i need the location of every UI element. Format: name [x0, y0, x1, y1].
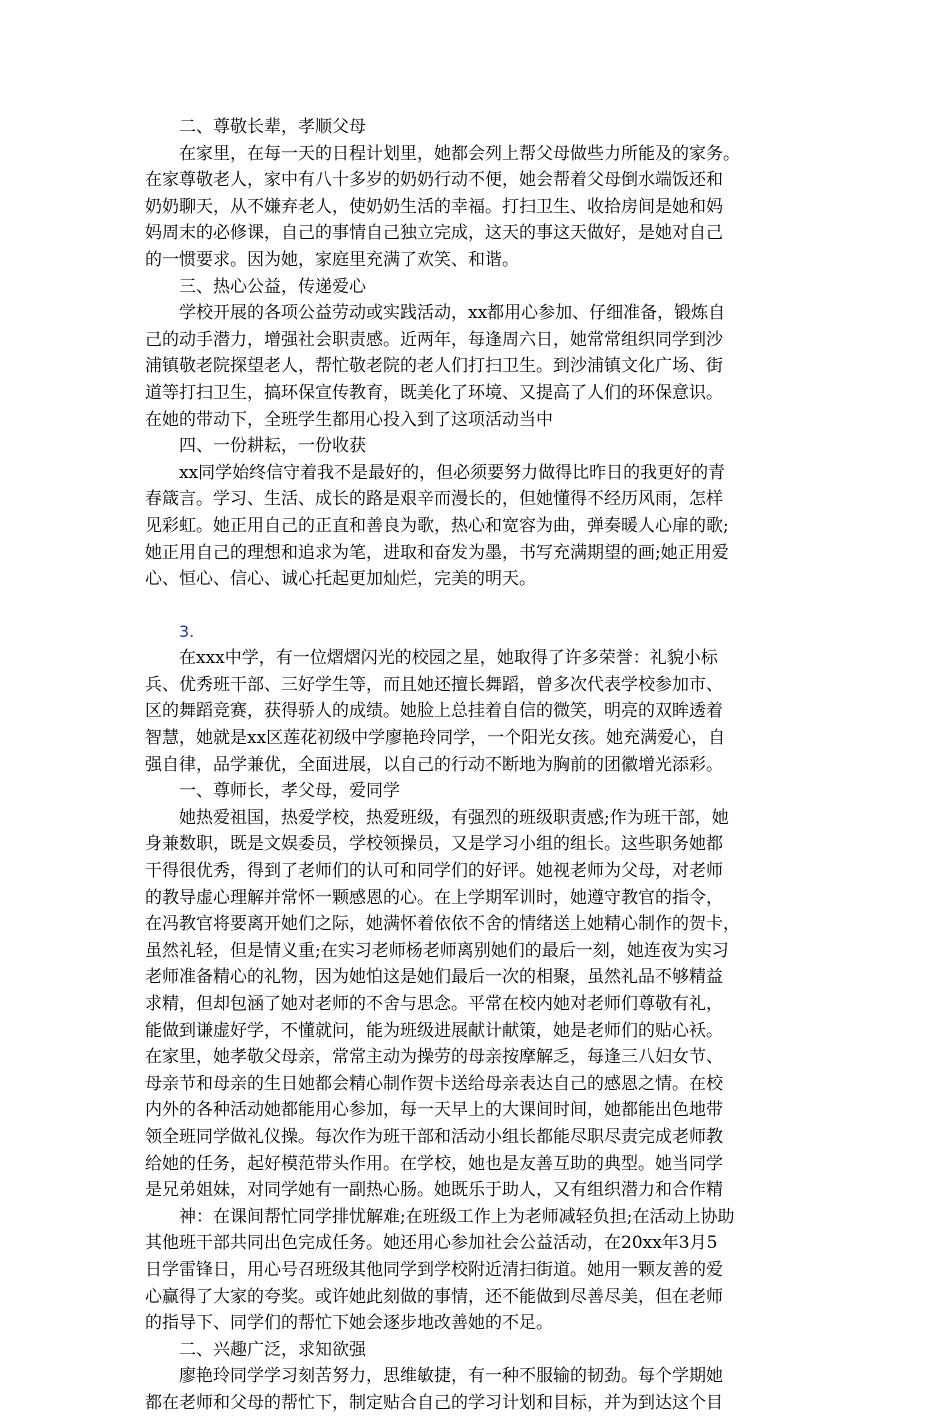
text-line: 见彩虹。她正用自己的正直和善良为歌，热心和宽容为曲，弹奏暖人心扉的歌;	[145, 515, 729, 536]
paragraph	[145, 300, 810, 433]
text-line: 学校开展的各项公益劳动或实践活动，xx都用心参加、仔细准备，锻炼自	[179, 303, 726, 324]
text-line: 是兄弟姐妹，对同学她有一副热心肠。她既乐于助人，又有组织潜力和合作精	[145, 1180, 723, 1201]
text-line: 浦镇敬老院探望老人，帮忙敬老院的老人们打扫卫生。到沙浦镇文化广场、街	[145, 356, 723, 377]
text-line: 内外的各种活动她都能用心参加，每一天早上的大课间时间，她都能出色地带	[145, 1100, 723, 1121]
text-line: 在冯教官将要离开她们之际，她满怀着依依不舍的情绪送上她精心制作的贺卡，	[145, 914, 740, 935]
spacer	[145, 593, 810, 619]
text-line: 强自律，品学兼优，全面进展，以自己的行动不断地为胸前的团徽增光添彩。	[145, 754, 723, 775]
section-heading: 一、尊师长，孝父母，爱同学	[179, 781, 400, 802]
text-line: 领全班同学做礼仪操。每次作为班干部和活动小组长都能尽职尽责完成老师教	[145, 1126, 723, 1147]
text-line: 都在老师和父母的帮忙下，制定贴合自己的学习计划和目标，并为到达这个目	[145, 1392, 723, 1413]
document-page	[145, 114, 810, 1417]
text-line: 日学雷锋日，用心号召班级其他同学到学校附近清扫街道。她用一颗友善的爱	[145, 1259, 723, 1280]
text-line: 道等打扫卫生，搞环保宣传教育，既美化了环境、又提高了人们的环保意识。	[145, 382, 723, 403]
text-line: 她热爱祖国，热爱学校，热爱班级，有强烈的班级职责感;作为班干部，她	[179, 807, 729, 828]
text-line: 身兼数职，既是文娱委员，学校领操员，又是学习小组的组长。这些职务她都	[145, 834, 723, 855]
text-line: 的一惯要求。因为她，家庭里充满了欢笑、和谐。	[145, 249, 519, 270]
text-line: 兵、优秀班干部、三好学生等，而且她还擅长舞蹈，曾多次代表学校参加市、	[145, 674, 723, 695]
text-line: 在xxx中学，有一位熠熠闪光的校园之星，她取得了许多荣誉：礼貌小标	[179, 648, 718, 669]
text-line: 在家尊敬老人，家中有八十多岁的奶奶行动不便，她会帮着父母倒水端饭还和	[145, 170, 723, 191]
text-line: 心赢得了大家的夸奖。或许她此刻做的事情，还不能做到尽善尽美，但在老师	[145, 1286, 723, 1307]
text-line: 其他班干部共同出色完成任务。她还用心参加社会公益活动，在20xx年3月5	[145, 1233, 718, 1254]
text-line: 虽然礼轻，但是情义重;在实习老师杨老师离别她们的最后一刻，她连夜为实习	[145, 940, 729, 961]
paragraph	[145, 141, 810, 274]
text-line: 智慧，她就是xx区莲花初级中学廖艳玲同学，一个阳光女孩。她充满爱心，自	[145, 728, 726, 749]
text-line: 她正用自己的理想和追求为笔，进取和奋发为墨，书写充满期望的画;她正用爱	[145, 542, 729, 563]
text-line: 廖艳玲同学学习刻苦努力，思维敏捷，有一种不服输的韧劲。每个学期她	[179, 1366, 723, 1387]
text-line: 在家里，在每一天的日程计划里，她都会列上帮父母做些力所能及的家务。	[179, 143, 740, 164]
text-line: 老师准备精心的礼物，因为她怕这是她们最后一次的相聚，虽然礼品不够精益	[145, 967, 723, 988]
text-line: 的指导下、同学们的帮忙下她会逐步地改善她的不足。	[145, 1313, 553, 1334]
text-line: 奶奶聊天，从不嫌弃老人，使奶奶生活的幸福。打扫卫生、收拾房间是她和妈	[145, 196, 723, 217]
section-heading: 三、热心公益，传递爱心	[179, 276, 366, 297]
text-line: xx同学始终信守着我不是最好的，但必须要努力做得比昨日的我更好的青	[179, 462, 726, 483]
paragraph	[145, 1363, 810, 1416]
text-line: 区的舞蹈竞赛，获得骄人的成绩。她脸上总挂着自信的微笑，明亮的双眸透着	[145, 701, 723, 722]
paragraph	[145, 645, 810, 778]
text-line: 在她的带动下，全班学生都用心投入到了这项活动当中	[145, 409, 553, 430]
text-line: 的教导虚心理解并常怀一颗感恩的心。在上学期军训时，她遵守教官的指令，	[145, 887, 723, 908]
text-line: 春箴言。学习、生活、成长的路是艰辛而漫长的，但她懂得不经历风雨，怎样	[145, 489, 723, 510]
text-line: 在家里，她孝敬父母亲，常常主动为操劳的母亲按摩解乏，每逢三八妇女节、	[145, 1047, 723, 1068]
list-number: 3.	[179, 621, 195, 641]
text-line: 神：在课间帮忙同学排忧解难;在班级工作上为老师减轻负担;在活动上协助	[179, 1206, 735, 1227]
text-line: 能做到谦虚好学，不懂就问，能为班级进展献计献策，她是老师们的贴心袄。	[145, 1020, 723, 1041]
paragraph	[145, 460, 810, 593]
text-line: 心、恒心、信心、诚心托起更加灿烂，完美的明天。	[145, 569, 536, 590]
text-line: 求精，但却包涵了她对老师的不舍与思念。平常在校内她对老师们尊敬有礼，	[145, 994, 723, 1014]
paragraph	[145, 805, 810, 1337]
text-line: 干得很优秀，得到了老师们的认可和同学们的好评。她视老师为父母，对老师	[145, 861, 723, 882]
text-line: 给她的任务，起好模范带头作用。在学校，她也是友善互助的典型。她当同学	[145, 1153, 723, 1174]
text-line: 己的动手潜力，增强社会职责感。近两年，每逢周六日，她常常组织同学到沙	[145, 329, 723, 350]
text-line: 妈周末的必修课，自己的事情自己独立完成，这天的事这天做好，是她对自己	[145, 223, 723, 244]
section-heading: 二、兴趣广泛，求知欲强	[179, 1339, 366, 1360]
section-heading: 二、尊敬长辈，孝顺父母	[179, 117, 366, 137]
text-line: 母亲节和母亲的生日她都会精心制作贺卡送给母亲表达自己的感恩之情。在校	[145, 1073, 723, 1094]
section-heading: 四、一份耕耘，一份收获	[179, 436, 366, 457]
